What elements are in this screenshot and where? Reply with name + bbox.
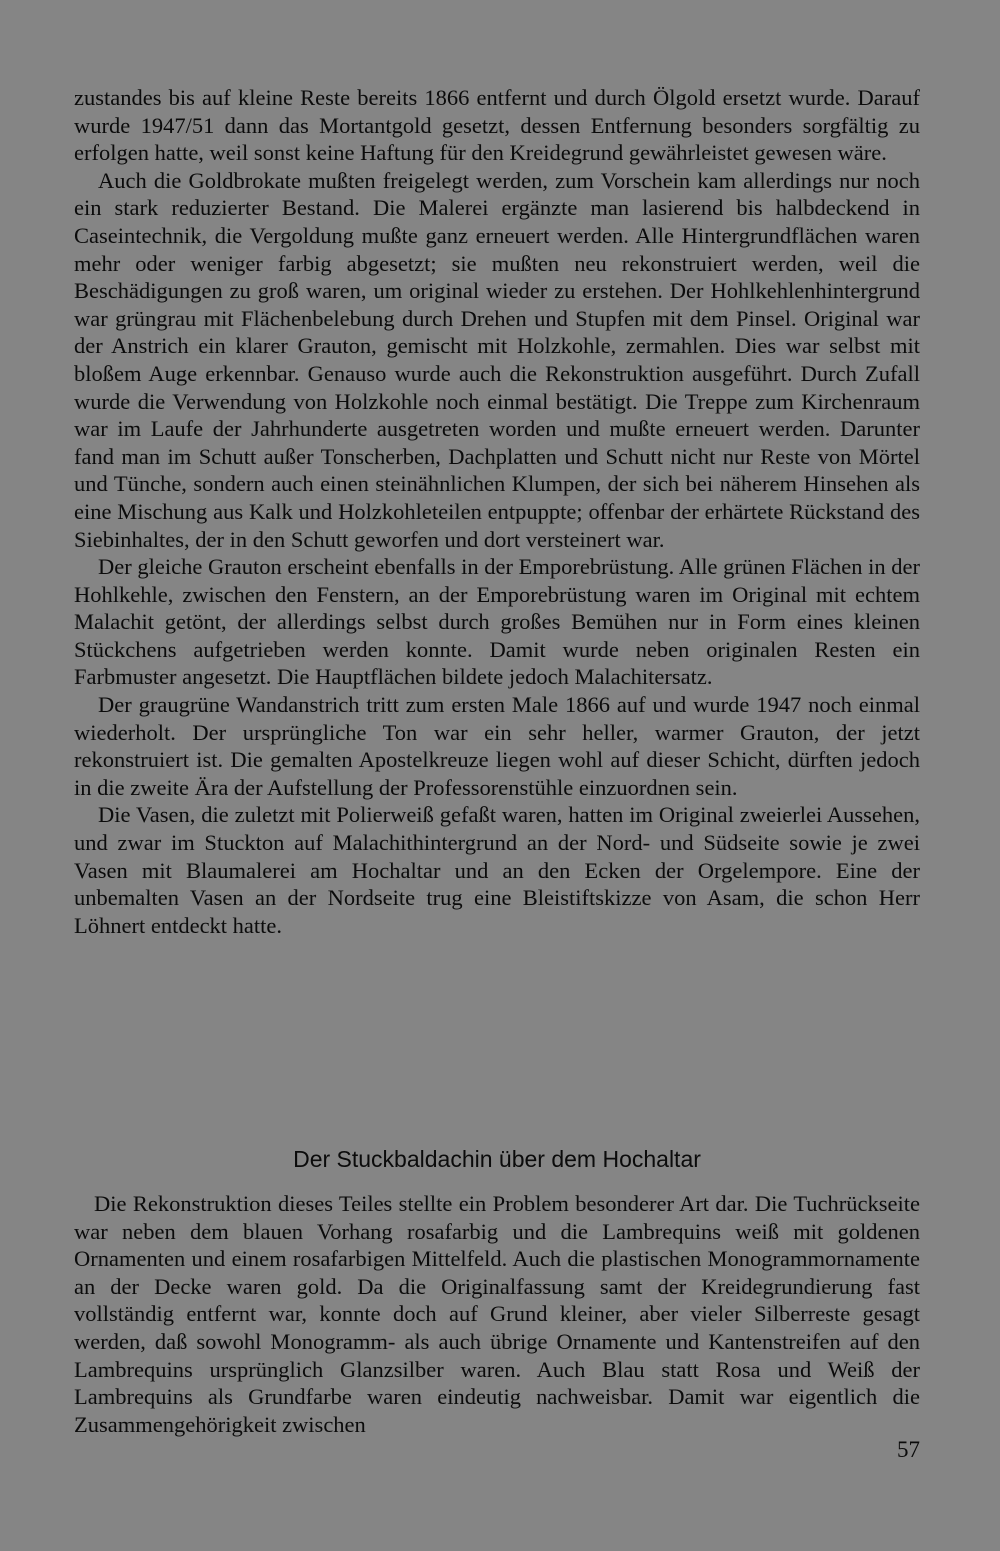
section-body-text (74, 1190, 920, 1438)
section-heading: Der Stuckbaldachin über dem Hochaltar (293, 1146, 701, 1172)
paragraph-2: Auch die Goldbrokate mußten freigelegt werden, zum Vorschein kam allerdings nur noch ein stark reduzierter Bestand. Die Malerei ergänzte man lasierend bis halbdeckend in Caseintechnik, die Vergoldung mußte ganz erneuert werden. Alle Hintergrundflächen waren mehr oder weniger farbig abgesetzt; sie mußten neu rekonstruiert werden, weil die Beschädigungen zu groß waren, um original wieder zu erstehen. Der Hohlkehlenhintergrund war grüngrau mit Flächenbelebung durch Drehen und Stupfen mit dem Pinsel. Original war der Anstrich ein klarer Grauton, gemischt mit Holzkohle, zermahlen. Dies war selbst mit bloßem Auge erkennbar. Genauso wurde auch die Rekonstruktion ausgeführt. Durch Zufall wurde die Verwendung von Holzkohle noch einmal bestätigt. Die Treppe zum Kirchenraum war im Laufe der Jahrhunderte ausgetreten worden und mußte erneuert werden. Darunter fand man im Schutt außer Tonscherben, Dachplatten und Schutt nicht nur Reste von Mörtel und Tünche, sondern auch einen steinähnlichen Klumpen, der sich bei näherem Hinsehen als eine Mischung aus Kalk und Holzkohleteilen entpuppte; offenbar der erhärtete Rückstand des Siebinhaltes, der in den Schutt geworfen und dort versteinert war. (74, 167, 920, 552)
paragraph-4: Der graugrüne Wandanstrich tritt zum ersten Male 1866 auf und wurde 1947 noch einmal wiederholt. Der ursprüngliche Ton war ein sehr heller, warmer Grauton, der jetzt rekonstruiert ist. Die gemalten Apostelkreuze liegen wohl auf dieser Schicht, dürften jedoch in die zweite Ära der Aufstellung der Professorenstühle einzuordnen sein. (74, 692, 920, 800)
paragraph-3: Der gleiche Grauton erscheint ebenfalls in der Emporebrüstung. Alle grünen Flächen in der Hohlkehle, zwischen den Fenstern, an der Emporebrüstung waren im Original mit echtem Malachit getönt, der allerdings selbst durch großes Bemühen nur in Form eines kleinen Stückchens aufgetrieben werden konnte. Damit wurde neben originalen Resten ein Farbmuster angesetzt. Die Hauptflächen bildete jedoch Malachitersatz. (74, 554, 920, 690)
page-number: 57 (897, 1437, 920, 1462)
paragraph-5: Die Vasen, die zuletzt mit Polierweiß gefaßt waren, hatten im Original zweierlei Aussehen, und zwar im Stuckton auf Malachithintergrund an der Nord- und Südseite sowie je zwei Vasen mit Blaumalerei am Hochaltar und an den Ecken der Orgelempore. Eine der unbemalten Vasen an der Nordseite trug eine Bleistiftskizze von Asam, die schon Herr Löhnert entdeckt hatte. (74, 802, 920, 938)
paragraph-1: zustandes bis auf kleine Reste bereits 1866 entfernt und durch Ölgold ersetzt wurde. Darauf wurde 1947/51 dann das Mortantgold gesetzt, dessen Entfernung besonders sorgfältig zu erfolgen hatte, weil sonst keine Haftung für den Kreidegrund gewährleistet gewesen wäre. (74, 85, 920, 166)
body-text (74, 84, 920, 939)
section-paragraph-1: Die Rekonstruktion dieses Teiles stellte ein Problem besonderer Art dar. Die Tuchrückseite war neben dem blauen Vorhang rosafarbig und die Lambrequins weiß mit goldenen Ornamenten und einem rosafarbigen Mittelfeld. Auch die plastischen Monogrammornamente an der Decke waren gold. Da die Originalfassung samt der Kreidegrundierung fast vollständig entfernt war, konnte doch auf Grund kleiner, aber vieler Silberreste gesagt werden, daß sowohl Monogramm- als auch übrige Ornamente und Kantenstreifen auf den Lambrequins ursprünglich Glanzsilber waren. Auch Blau statt Rosa und Weiß der Lambrequins als Grundfarbe waren eindeutig nachweisbar. Damit war eigentlich die Zusammengehörigkeit zwischen (74, 1191, 920, 1437)
